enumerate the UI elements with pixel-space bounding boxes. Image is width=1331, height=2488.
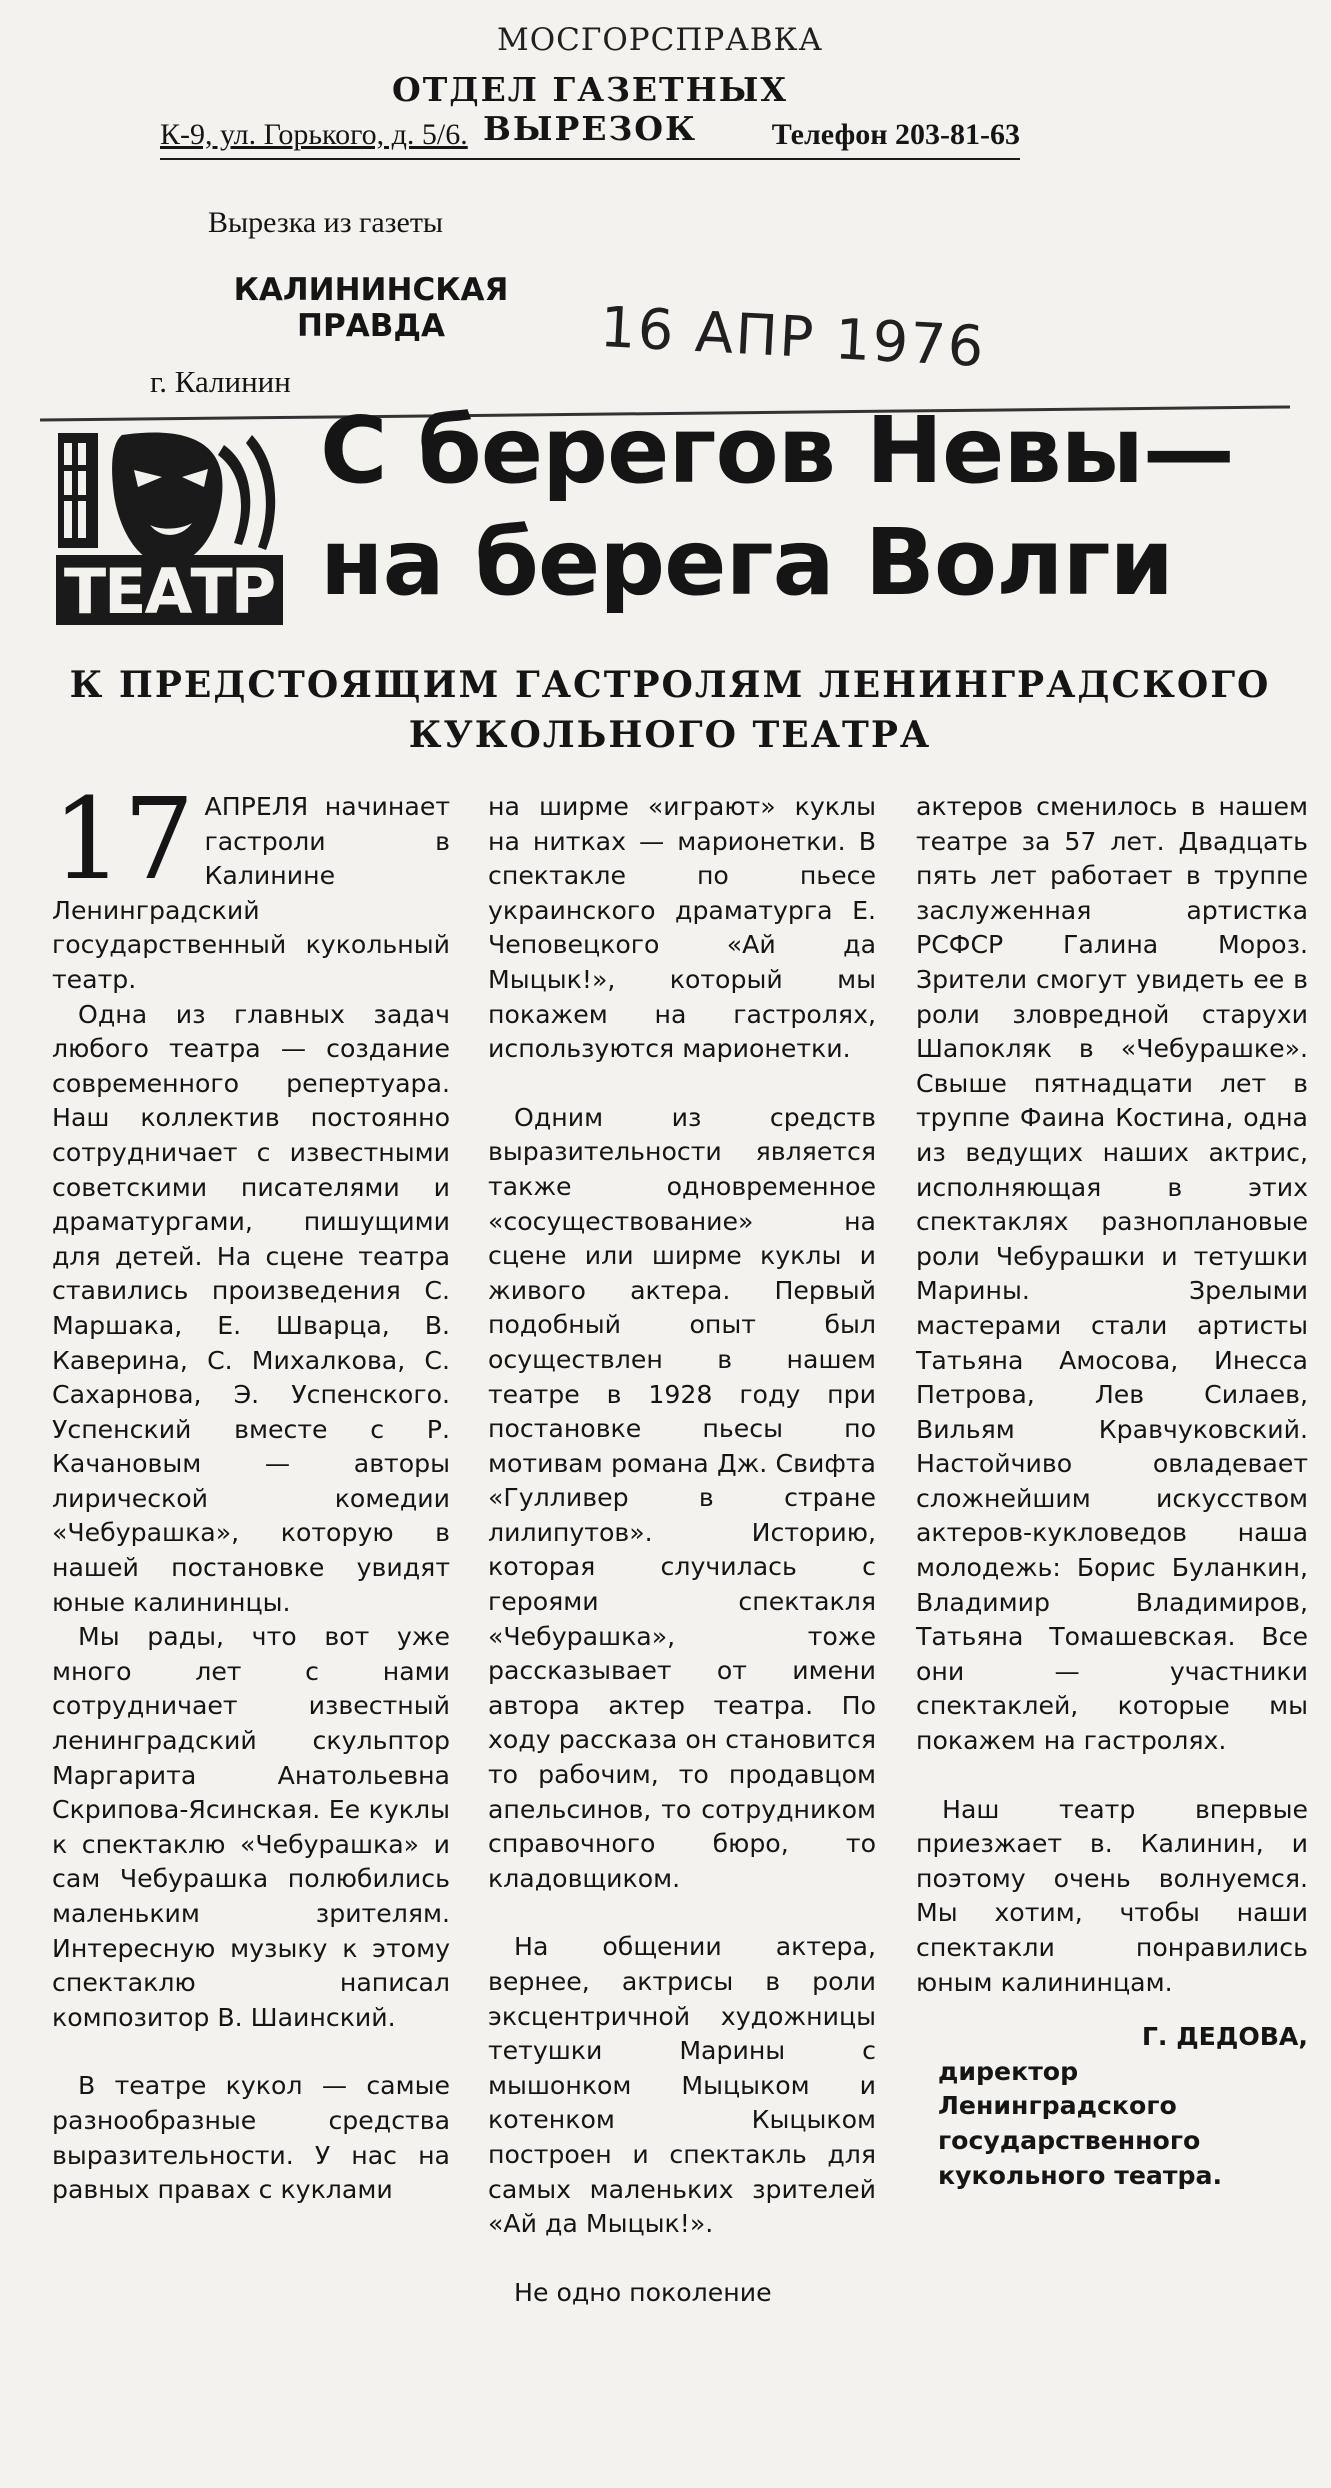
article-paragraph: 17 АПРЕЛЯ начинает гастроли в Калинине Ленинградский государственный кукольный театр. (52, 775, 450, 994)
headline-line-1: С берегов Невы— (320, 397, 1234, 504)
author-role: директор Ленинградского государственного кукольного театра. (938, 2056, 1223, 2190)
newspaper-name: КАЛИНИНСКАЯ ПРАВДА (233, 272, 509, 344)
article-paragraph: Мы рады, что вот уже много лет с нами сотрудничает известный ленинградский скульптор Маргарита Анатольевна Скрипова-Ясинская. Ее куклы к спектаклю «Чебурашка» и сам Чебурашка полюбились маленьким зрителям. Интересную музыку к этому спектаклю написал композитор В. Шаинский. (52, 1622, 450, 2032)
subheadline (40, 660, 1300, 760)
article-paragraph: на ширме «играют» куклы на нитках — марионетки. В спектакле по пьесе украинского драматурга Е. Чеповецкого «Ай да Мыцык!», который мы покажем на гастролях, используются марионетки. (488, 792, 876, 1064)
stamp-department: ОТДЕЛ ГАЗЕТНЫХ ВЫРЕЗОК (391, 70, 789, 148)
date-stamp: 16 АПР 1976 (598, 294, 987, 381)
article-column-2 (488, 790, 876, 2310)
author-signature (916, 2020, 1308, 2193)
stamp-contact-line (160, 118, 1020, 160)
author-name: Г. ДЕДОВА, (1141, 2022, 1308, 2052)
logo-text: ТЕАТР (63, 555, 275, 628)
newspaper-city: г. Калинин (150, 364, 291, 399)
article-paragraph: Одна из главных задач любого театра — создание современного репертуара. Наш коллектив постоянно сотрудничает с известными советскими писателями и драматургами, пишущими для детей. На сцене театра ставились произведения С. Маршака, Е. Шварца, В. Каверина, С. Михалкова, С. Сахарнова, Э. Успенского. Успенский вместе с Р. Качановым — авторы лирической комедии «Чебурашка», которую в нашей постановке увидят юные калининцы. (52, 999, 450, 1617)
article-paragraph: Одним из средств выразительности является также одновременное «сосуществование» на сцене или ширме куклы и живого актера. Первый подобный опыт был осуществлен в нашем театре в 1928 году при постановке пьесы по мотивам романа Дж. Свифта «Гулливер в стране лилипутов». Историю, которая случилась с героями спектакля «Чебурашка», тоже рассказывает от имени автора актер театра. По ходу рассказа он становится то рабочим, то продавцом апельсинов, то сотрудником справочного бюро, то кладовщиком. (488, 1102, 876, 1893)
article-paragraph: В театре кукол — самые разнообразные средства выразительности. У нас на равных правах с куклами (52, 2071, 450, 2205)
subheadline-line-1: К ПРЕДСТОЯЩИМ ГАСТРОЛЯМ ЛЕНИНГРАДСКОГО (69, 664, 1271, 706)
headline-line-2: на берега Волги (320, 509, 1173, 616)
article-column-1 (52, 775, 450, 2208)
article-paragraph: На общении актера, вернее, актрисы в роли эксцентричной художницы тетушки Марины с мышонком Мыцыком и котенком Кыцыком построен и спектакль для самых маленьких зрителей «Ай да Мыцык!». (488, 1932, 876, 2239)
article-column-3 (916, 790, 1308, 2193)
article-paragraph: Не одно поколение (514, 2277, 772, 2307)
stamp-agency: МОСГОРСПРАВКА (496, 22, 823, 58)
subheadline-line-2: КУКОЛЬНОГО ТЕАТРА (408, 714, 932, 756)
headline (320, 395, 1310, 619)
article-paragraph: Наш театр впервые приезжает в. Калинин, и поэтому очень волнуемся. Мы хотим, чтобы наши спектакли понравились юным калининцам. (916, 1794, 1308, 1997)
theatre-mask-icon (52, 425, 287, 630)
stamp-phone: Телефон 203-81-63 (771, 118, 1020, 151)
clipping-from-label: Вырезка из газеты (208, 206, 444, 239)
article-paragraph: актеров сменилось в нашем театре за 57 лет. Двадцать пять лет работает в труппе заслуженная артистка РСФСР Галина Мороз. Зрители смогут увидеть ее в роли зловредной старухи Шапокляк в «Чебурашке». Свыше пятнадцати лет в труппе Фаина Костина, одна из ведущих наших актрис, исполняющая в этих спектаклях разноплановые роли Чебурашки и тетушки Марины. Зрелыми мастерами стали артисты Татьяна Амосова, Инесса Петрова, Лев Силаев, Вильям Кравчуковский. Настойчиво овладевает сложнейшим искусством актеров-кукловедов наша молодежь: Борис Буланкин, Владимир Владимиров, Татьяна Томашевская. Все они — участники спектаклей, которые мы покажем на гастролях. (916, 792, 1308, 1756)
stamp-address: К-9, ул. Горького, д. 5/6. (160, 118, 468, 151)
dropcap-date: 17 (52, 775, 195, 905)
